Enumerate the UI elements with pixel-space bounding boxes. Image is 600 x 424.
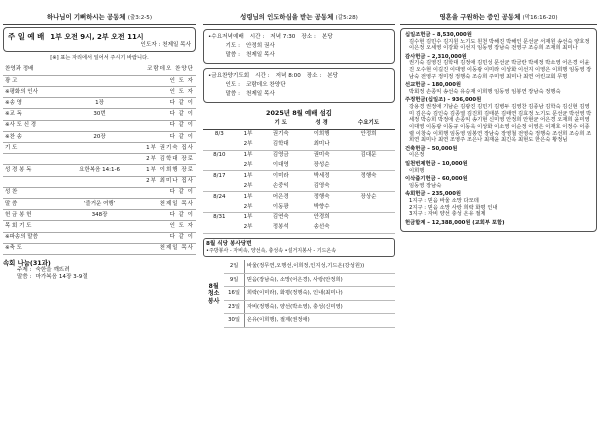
schedule-date [203, 181, 236, 191]
worship-order-row [3, 232, 196, 243]
order-item-detail: 30번 [93, 111, 106, 118]
offering-item [405, 32, 592, 52]
schedule-date: 8/10 [213, 152, 226, 159]
order-item-name: 찬영과 정배 [5, 66, 34, 73]
schedule-bible: 이희행 [313, 131, 330, 138]
order-item-detail: 348장 [91, 211, 108, 218]
cleaning-day: 23일 [224, 300, 244, 314]
order-item-person: 코람데오 찬양단 [147, 66, 194, 73]
worship-order-row [3, 87, 196, 98]
worship-order-row [3, 98, 196, 109]
offering-item [405, 146, 592, 159]
schedule-prayer: 김연숙 [272, 214, 289, 221]
fri-time-label: 시간 : [255, 72, 270, 79]
divider [400, 24, 597, 25]
meal-service-box [203, 238, 395, 257]
order-item-person: 1부 권기숙 집사 [146, 144, 194, 151]
cleaning-groups: 믿음(장남숙), 소망(어은경), 사랑(안정희) [244, 273, 395, 287]
offering-item [405, 161, 592, 174]
schedule-row [203, 202, 395, 212]
order-item-name: ※평화의 인사 [5, 88, 38, 95]
order-item-name: ※축 도 [5, 245, 22, 252]
friday-service-box [203, 68, 395, 103]
schedule-part: 1부 [243, 131, 253, 138]
wed-prayer: 안정희 권사 [246, 42, 275, 49]
schedule-part: 1부 [243, 214, 253, 221]
schedule-bible: 정행숙 [313, 193, 330, 200]
worship-order-table [3, 64, 196, 255]
sunday-service-box [3, 27, 196, 52]
order-item-detail [55, 120, 144, 131]
cleaning-row [224, 273, 395, 287]
cleaning-day: 2일 [224, 260, 244, 274]
worship-order-row [3, 64, 196, 75]
fri-word: 천제일 목사 [246, 90, 275, 97]
schedule-header: 수요기도 [342, 119, 395, 129]
offering-item [405, 82, 592, 95]
schedule-bible: 장성순 [301, 160, 342, 170]
cleaning-row [224, 300, 395, 314]
schedule-part: 2부 [236, 181, 261, 191]
order-item-person: 다 같 이 [169, 211, 194, 218]
order-item-person: 천제일 목사 [159, 200, 194, 207]
schedule-row [203, 181, 395, 191]
schedule-wed: 장상순 [360, 193, 377, 200]
offering-names: 강용경 권정애 기남순 김광진 김민기 김병두 김영찬 김종남 김학숙 김신현 김영미 김은숙 김인숙 김종열 김진희 김태분 김태연 김효정 노기도 문선균 박선영 박세정 박승희 박정애 손종익 송기현 신미영 안정희 안현균 어은경 오재희 윤미영 이대영 이동광 이동규 이동욱 이상화 이소영 이순정 이영은 이재호 이정수 이종렬 이창숙 이희행 임동영 임봉연 장남숙 장영철 전영숙 정행숙 조선희 조승희 조희연 최미나 최연 조영주 조은나 최재윤 최긴옥 최현도 한은숙 황정님 [409, 104, 592, 144]
schedule-prayer: 이대영 [260, 160, 301, 170]
col3-title-ref: (막16:16-20) [522, 15, 558, 21]
offering-heading: 건축헌금 – 50,000원 [405, 145, 458, 152]
schedule-row [203, 129, 395, 139]
offering-names: 임동영 장남숙 [409, 182, 442, 189]
worship-order-row [3, 176, 196, 187]
sharing-word-label: 말씀 : [17, 273, 32, 280]
order-item-name: 목 회 기 도 [5, 223, 32, 229]
order-item-detail: 1장 [95, 99, 104, 106]
schedule-prayer: 김학대 [260, 140, 301, 150]
schedule-header [203, 119, 236, 129]
order-item-name: 성 경 봉 독 [5, 167, 32, 174]
cleaning-groups: 희락(이미라), 화평(정행숙), 인내(최미나) [244, 287, 395, 301]
schedule-bible: 김영숙 [301, 181, 342, 191]
order-item-name: 광 고 [5, 77, 18, 84]
wed-prayer-label: 기도 : [225, 42, 240, 49]
cleaning-label-clean: 청소 [207, 290, 220, 298]
schedule-bible: 박세정 [313, 172, 330, 179]
offering-item [405, 176, 592, 189]
schedule-prayer: 이동광 [260, 202, 301, 212]
schedule-header: 성 경 [301, 119, 342, 129]
worship-order-row [3, 165, 196, 176]
worship-order-row [3, 198, 196, 209]
col2-title-text: 성령님의 인도하심을 받는 공동체 [240, 13, 334, 21]
order-item-person: 인 도 자 [169, 77, 194, 84]
worship-order-row [3, 120, 196, 131]
schedule-bible: 송선숙 [301, 223, 342, 233]
order-item-name: 기 도 [5, 144, 18, 151]
schedule-prayer: 권기숙 [272, 131, 289, 138]
order-item-name [3, 154, 55, 165]
schedule-date [203, 202, 236, 212]
schedule-row [203, 171, 395, 181]
schedule-prayer: 이미라 [272, 172, 289, 179]
offering-names: 이희행 [409, 167, 425, 174]
schedule-wed: 정행숙 [360, 172, 377, 179]
schedule-row [203, 212, 395, 222]
schedule-bible: 박향수 [301, 202, 342, 212]
worship-order-row [3, 210, 196, 221]
sunday-service-title: 주 일 예 배 [8, 31, 45, 41]
schedule-date [203, 160, 236, 170]
order-item-name: 성 찬 [5, 189, 18, 196]
col2-title [203, 13, 395, 22]
schedule-row [203, 140, 395, 150]
schedule-part: 2부 [236, 202, 261, 212]
schedule-part: 1부 [243, 152, 253, 159]
wednesday-service-name: •수요저녁예배 [208, 33, 244, 40]
offering-names: 김수현 김민수 김지원 노기도 원천 박해진 박해인 문선균 서재원 송선숙 양호정 이은정 오세영 이강화 이선지 임동영 장남숙 전영구 조승희 조재희 최미나 [409, 38, 590, 52]
offering-names: 권기숙 김영진 김학대 김정애 김민성 문선균 박금란 박세정 박소영 어은경 이윤진 오수현 이길진 이대영 이동광 이미라 이상화 이선지 이영은 이희행 임동영 장남숙 전영구 정미정 정행숙 조승희 주미영 최미나 최연 어린교회 무명 [409, 60, 592, 80]
schedule-part: 2부 [236, 140, 261, 150]
schedule-date: 8/3 [214, 131, 224, 138]
worship-order-row [3, 143, 196, 154]
order-item-person: 인 도 자 [169, 88, 194, 95]
col1-title-ref: (출3:2-5) [127, 15, 153, 21]
worship-order-row [3, 131, 196, 142]
schedule-prayer: 정봉석 [260, 223, 301, 233]
offering-names: 박회정 손종익 송선숙 유승재 이희행 임동영 임봉연 장남숙 정행숙 [409, 88, 561, 95]
order-item-person: 2부 김학대 장로 [146, 155, 194, 162]
schedule-wed: 안정희 [360, 131, 377, 138]
schedule-part: 1부 [243, 172, 253, 179]
order-item-person: 다 같 이 [169, 99, 194, 106]
sharing-theme-label: 주제 : [17, 266, 32, 273]
service-schedule-title: 2025년 8월 예배 섬김 [266, 108, 332, 117]
wed-time: 저녁 7:30 [270, 33, 296, 40]
offering-heading: 선교헌금 – 180,000원 [405, 82, 462, 89]
cell-group-sharing [3, 259, 196, 281]
sunday-service-times: 1부 오전 9시, 2부 오전 11시 [50, 32, 144, 41]
order-item-person: 천제일 목사 [159, 245, 194, 252]
worship-column [3, 0, 196, 424]
order-item-detail [55, 221, 144, 232]
worship-order-row [3, 154, 196, 165]
order-item-person: 다 같 이 [169, 122, 194, 129]
offering-item [405, 191, 592, 217]
cleaning-row [224, 287, 395, 301]
worship-order-row [3, 243, 196, 254]
worship-order-row [3, 187, 196, 198]
schedule-row [203, 223, 395, 233]
standing-note: [※] 표는 자리에서 일어서 주시기 바랍니다. [50, 54, 149, 61]
schedule-part: 2부 [236, 160, 261, 170]
schedule-wed [342, 202, 395, 212]
order-item-detail [55, 187, 144, 198]
wed-time-label: 시간 : [249, 33, 265, 40]
cleaning-table [224, 260, 395, 328]
schedule-wed [342, 212, 395, 222]
cleaning-day: 16일 [224, 287, 244, 301]
wed-place: 본당 [321, 33, 333, 40]
wednesday-service-box [203, 29, 395, 64]
schedule-date: 8/24 [213, 193, 226, 200]
divider [3, 24, 196, 25]
schedule-row [203, 160, 395, 170]
offering-heading: 속회헌금 – 235,000원 [405, 191, 462, 198]
offering-item [405, 54, 592, 80]
schedule-prayer: 김영금 [272, 152, 289, 159]
order-item-name: 헌 금 봉 헌 [5, 211, 32, 218]
order-item-person: 2부 최미나 집사 [146, 178, 194, 185]
meal-content: •주방봉사 - 자비속, 양선속, 충성속 •설거지봉사 - 기드온속 [206, 247, 337, 254]
schedule-header [236, 119, 261, 129]
schedule-bible: 최미나 [301, 140, 342, 150]
worship-order-row [3, 221, 196, 232]
order-item-detail [55, 232, 144, 243]
order-item-detail [55, 243, 144, 254]
col2-title-ref: (갈5:28) [335, 15, 358, 21]
order-item-person: 다 같 이 [169, 189, 194, 196]
order-item-name: ※파송의 말씀 [5, 234, 38, 241]
offering-names: 1지구 : 믿음 바울 소망 다모데 2지구 : 믿음 소망 사랑 희락 화평 인내 3지구 : 자비 양선 충성 온유 절제 [409, 198, 498, 218]
sunday-leader: 인도자 : 천제일 목사 [140, 41, 191, 48]
order-item-name: ※송 영 [5, 99, 22, 106]
cleaning-label [203, 260, 224, 328]
meal-title: 8월 식당 봉사당번 [206, 240, 252, 247]
order-item-name: 말 씀 [5, 200, 18, 207]
schedule-part: 1부 [243, 193, 253, 200]
order-item-person: 1부 이희행 장로 [146, 167, 194, 174]
order-item-person: 다 같 이 [169, 234, 194, 241]
order-item-name [3, 176, 55, 187]
order-item-detail [55, 176, 144, 187]
sharing-title: 속회 나눔(31과) [3, 258, 51, 267]
offering-item [405, 220, 592, 227]
divider [203, 24, 395, 25]
cleaning-row [224, 314, 395, 328]
schedule-wed: 김대문 [360, 152, 377, 159]
order-item-name: ※교 독 [5, 111, 22, 118]
col3-title-text: 영혼을 구원하는 증인 공동체 [439, 13, 521, 21]
offering-item [405, 97, 592, 143]
schedule-part: 2부 [236, 223, 261, 233]
schedule-date [203, 140, 236, 150]
wed-place-label: 장소 : [301, 33, 316, 40]
cleaning-label-service: 봉사 [207, 297, 220, 305]
offering-heading: 이삭줍기헌금 – 60,000원 [405, 176, 468, 183]
cleaning-groups: 바울(정무연,오행선,이희정,인지성,기드온(강성원)) [244, 260, 395, 274]
fri-word-label: 말씀 : [225, 90, 240, 97]
cleaning-day: 9일 [224, 273, 244, 287]
col3-title [400, 13, 597, 22]
sharing-theme: 숙한을 깨뜨려 [35, 266, 70, 273]
schedule-row [203, 150, 395, 160]
order-item-name: ※찬 송 [5, 133, 22, 140]
worship-order-row [3, 75, 196, 86]
fri-lead-label: 인도 : [225, 81, 240, 88]
order-item-detail [55, 143, 144, 154]
offering-heading: 감사헌금 – 2,310,000원 [405, 53, 467, 60]
schedule-date: 8/17 [213, 172, 226, 179]
schedule-header: 기 도 [260, 119, 301, 129]
fri-lead: 코람데오 찬양단 [246, 81, 286, 88]
col1-title-text: 하나님이 기뻐하시는 공동체 [46, 13, 126, 21]
col1-title [3, 13, 196, 22]
sharing-word: 마가복음 14장 3-9절 [35, 273, 88, 280]
schedule-row [203, 192, 395, 202]
offering-names: 이은정 [409, 152, 425, 159]
order-item-detail: ‘즐거운 여행’ [83, 200, 116, 207]
schedule-wed [342, 140, 395, 150]
offering-heading: 주정헌금(십일조) – 936,000원 [405, 97, 482, 104]
fri-place: 본당 [327, 72, 339, 79]
worship-order-row [3, 109, 196, 120]
cleaning-volunteer-box [203, 260, 395, 328]
wed-word-label: 말씀 : [225, 51, 240, 58]
schedule-date: 8/31 [213, 214, 226, 221]
order-item-name: ※사 도 신 경 [5, 122, 37, 129]
fri-place-label: 장소 : [306, 72, 322, 79]
order-item-detail [55, 154, 144, 165]
offering-heading: 일천번제헌금 – 10,000원 [405, 160, 468, 167]
schedule-bible: 권미숙 [313, 152, 330, 159]
schedule-date [203, 223, 236, 233]
offering-heading: 헌금합계 – 12,388,000원 (교회부 포함) [405, 219, 505, 226]
offering-heading: 십일조헌금 – 8,530,000원 [405, 31, 472, 38]
friday-service-name: •금요찬양기도회 [208, 72, 250, 79]
schedule-prayer: 어은경 [272, 193, 289, 200]
wed-word: 천제일 목사 [246, 51, 275, 58]
cleaning-groups: 온유(이희행), 절제(권정애) [244, 314, 395, 328]
cleaning-row [224, 260, 395, 274]
order-item-detail: 요한복음 14:1-6 [79, 167, 120, 174]
schedule-bible: 안경희 [313, 214, 330, 221]
offering-list-box [400, 28, 597, 232]
order-item-person: 다 같 이 [169, 111, 194, 118]
offering-column [400, 0, 597, 424]
cleaning-label-month: 8월 [208, 282, 219, 290]
schedule-prayer: 손중익 [260, 181, 301, 191]
schedule-wed [342, 160, 395, 170]
order-item-person: 다 같 이 [169, 133, 194, 140]
order-item-detail: 20장 [93, 133, 106, 140]
schedule-wed [342, 223, 395, 233]
order-item-detail [55, 87, 144, 98]
fri-time: 저녁 8:00 [275, 72, 301, 79]
order-item-detail [55, 64, 144, 75]
cleaning-day: 30일 [224, 314, 244, 328]
cleaning-groups: 자비(정행숙), 양선(박소영), 충성(신미영) [244, 300, 395, 314]
order-item-detail [55, 75, 144, 86]
schedule-column [203, 0, 395, 424]
order-item-person: 인 도 자 [169, 223, 194, 229]
schedule-wed [342, 181, 395, 191]
service-schedule-table [203, 119, 395, 234]
